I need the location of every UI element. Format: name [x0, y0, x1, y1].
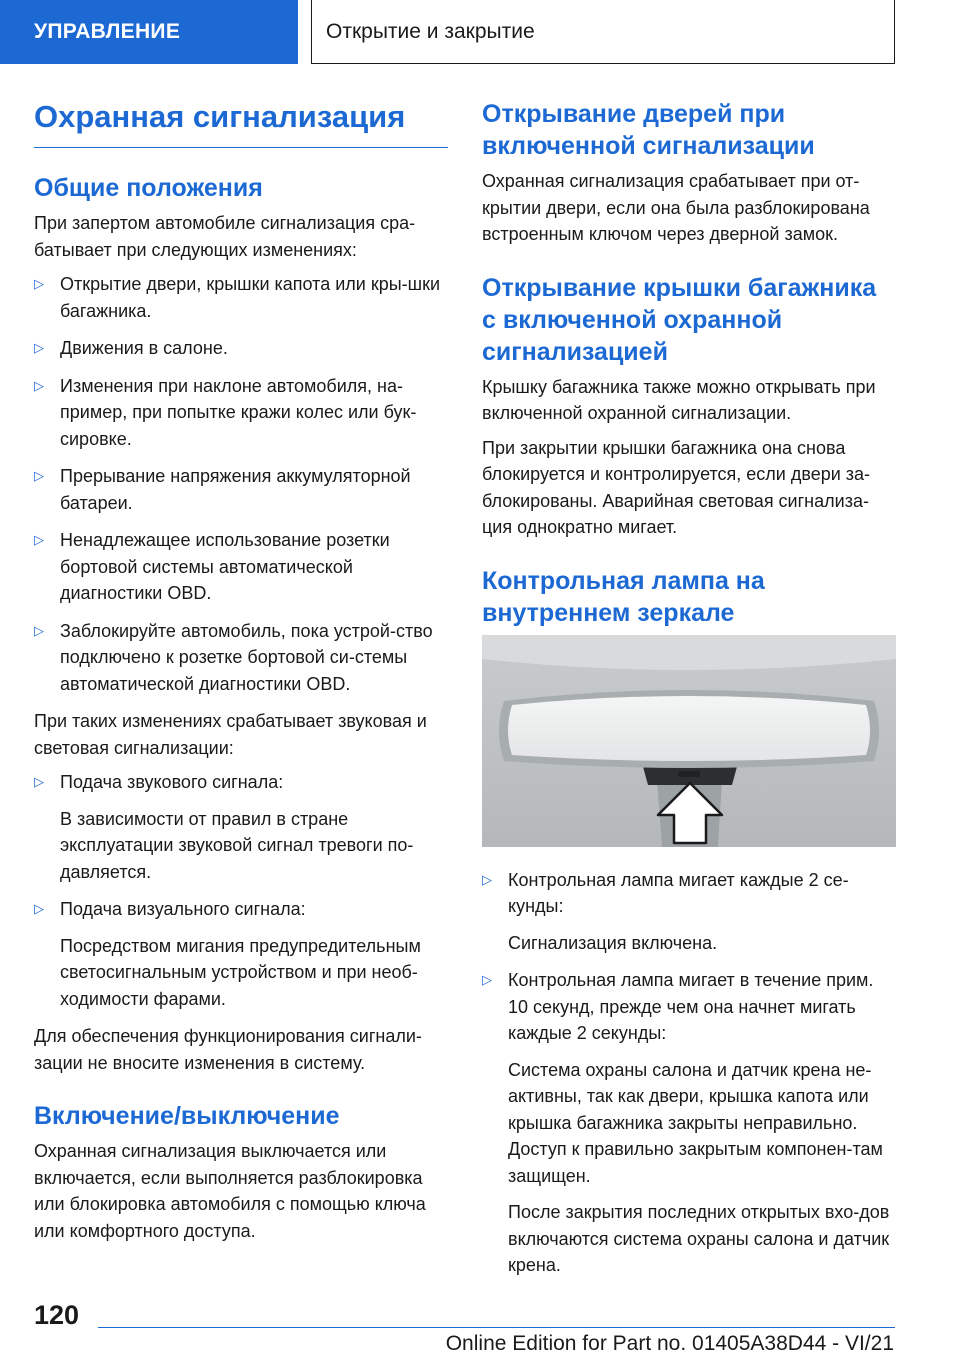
list-item: [34, 896, 448, 1012]
heading-general: Общие положения: [34, 174, 263, 203]
heading-lamp: Контрольная лампа на внутреннем зеркале: [482, 566, 765, 627]
list-item: ▷ Открытие двери, крышки капота или кры-шки багажника.: [34, 271, 448, 324]
heading-doors: Открывание дверей при включенной сигнализации: [482, 100, 815, 160]
signal-detail: В зависимости от правил в стране эксплуатации звуковой сигнал тревоги по-давляется.: [60, 808, 414, 882]
triangle-bullet-icon: ▷: [34, 622, 44, 638]
lamp-label: Контрольная лампа мигает каждые 2 се-кунды:: [508, 869, 849, 916]
triangle-bullet-icon: ▷: [34, 774, 44, 790]
trunk-p1: Крышку багажника также можно открывать при включенной охранной сигнализации.: [482, 376, 876, 423]
changes-list: [34, 271, 448, 697]
lamp-detail: После закрытия последних открытых вхо-дов включаются система охраны салона и датчик крена.: [508, 1202, 890, 1275]
triangle-bullet-icon: ▷: [34, 340, 44, 356]
list-item: [482, 967, 896, 1279]
list-item: ▷ Движения в салоне.: [34, 335, 448, 362]
trunk-p2: При закрытии крышки багажника она снова блокируется и контролируется, если двери за-блокированы. Аварийная световая сигнализа-ция однократно мигает.: [482, 437, 871, 537]
list-item: ▷ Прерывание напряжения аккумуляторной батареи.: [34, 463, 448, 516]
triangle-bullet-icon: ▷: [34, 276, 44, 292]
signals-list: [34, 769, 448, 1012]
chapter-label: Открытие и закрытие: [326, 19, 535, 43]
heading-trunk: Открывание крышки багажника с включенной охранной сигнализацией: [482, 273, 877, 366]
interior-mirror-arrow-illustration: [482, 635, 896, 847]
chapter-header: [311, 0, 895, 64]
signal-label: Подача звукового сигнала:: [60, 772, 284, 793]
right-column: [482, 98, 896, 1290]
edition-note: Online Edition for Part no. 01405A38D44 - VI/21: [445, 1332, 894, 1355]
page-title: Охранная сигнализация: [34, 98, 448, 148]
footer-divider: [98, 1327, 895, 1328]
onoff-text: Охранная сигнализация выключается или включается, если выполняется разблокировка или блокировка автомобиля с помощью ключа или комфортного доступа.: [34, 1141, 426, 1241]
general-closing: Для обеспечения функционирования сигнали-зации не вносите изменения в систему.: [34, 1026, 422, 1073]
list-item: [34, 769, 448, 885]
lamp-list: [482, 867, 896, 1279]
triangle-bullet-icon: ▷: [34, 468, 44, 484]
doors-text: Охранная сигнализация срабатывает при от-крытии двери, если она была разблокирована встроенным ключом через дверной замок.: [482, 171, 870, 244]
left-column: [34, 98, 448, 1244]
section-tab: [0, 0, 298, 64]
section-label: УПРАВЛЕНИЕ: [34, 20, 181, 43]
lamp-detail: Сигнализация включена.: [508, 932, 718, 953]
triangle-bullet-icon: ▷: [482, 871, 492, 887]
heading-onoff: Включение/выключение: [34, 1102, 340, 1131]
triangle-bullet-icon: ▷: [482, 972, 492, 987]
triangle-bullet-icon: ▷: [34, 377, 44, 393]
triangle-bullet-icon: ▷: [34, 532, 44, 548]
list-item: [482, 867, 896, 957]
page-number: 120: [34, 1300, 80, 1330]
signal-label: Подача визуального сигнала:: [60, 899, 306, 920]
list-item: ▷ Заблокируйте автомобиль, пока устрой-ство подключено к розетке бортовой си-стемы автоматической диагностики OBD.: [34, 618, 448, 698]
general-intro: При запертом автомобиле сигнализация сра-батывает при следующих изменениях:: [34, 213, 416, 260]
signal-detail: Посредством мигания предупредительным светосигнальным устройством и при необ-ходимости фарами.: [60, 935, 421, 1009]
general-after: При таких изменениях срабатывает звуковая и световая сигнализации:: [34, 711, 427, 758]
list-item: ▷ Изменения при наклоне автомобиля, на-пример, при попытке кражи колес или бук-сировке.: [34, 373, 448, 453]
list-item: ▷ Ненадлежащее использование розетки бортовой системы автоматической диагностики OBD.: [34, 527, 448, 607]
lamp-detail: Система охраны салона и датчик крена не-активны, так как двери, крышка капота или крышка багажника закрыты неправильно. Доступ к правильно закрытым компонен-там защищен.: [508, 1059, 883, 1186]
triangle-bullet-icon: ▷: [34, 901, 44, 917]
lamp-label: Контрольная лампа мигает в течение прим. 10 секунд, прежде чем она начнет мигать каждые 2 секунды:: [508, 970, 874, 1043]
